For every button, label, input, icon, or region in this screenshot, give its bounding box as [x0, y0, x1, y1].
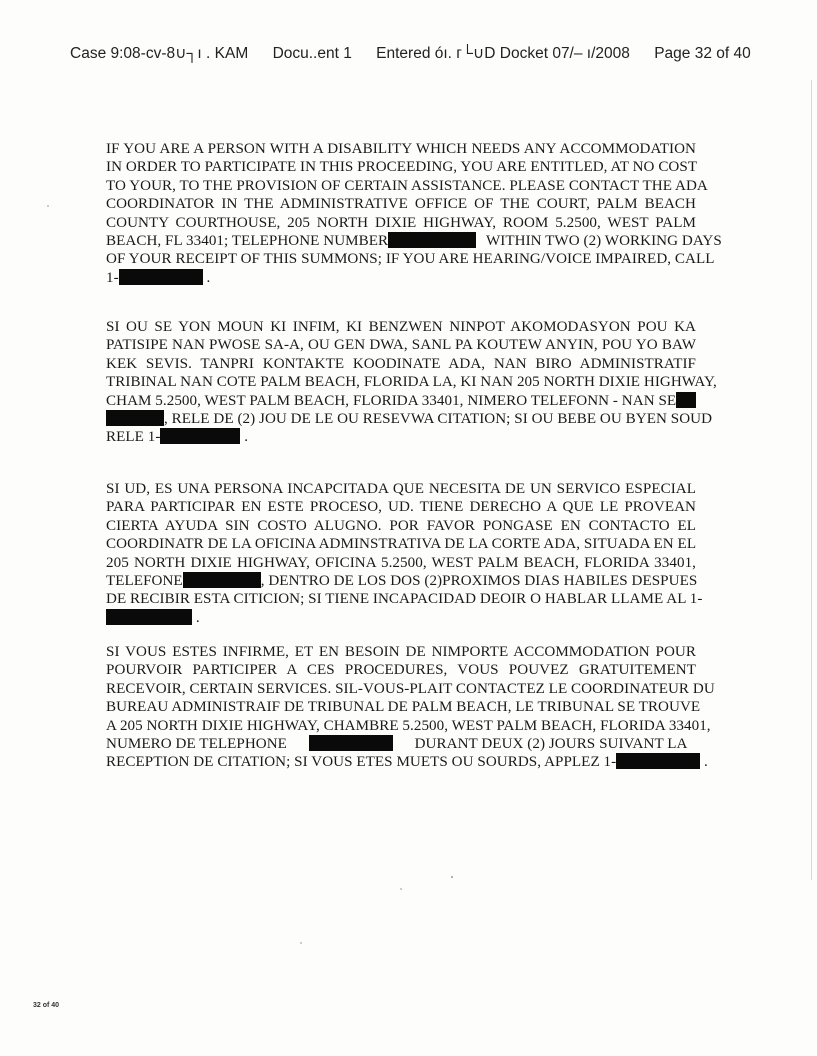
footer-page-label: 32 of 40	[33, 1002, 60, 1009]
text-line	[106, 410, 713, 428]
text-line: COUNTY COURTHOUSE, 205 NORTH DIXIE HIGHWAY, ROOM 5.2500, WEST PALM	[106, 214, 696, 231]
text-line: POURVOIR PARTICIPER A CES PROCEDURES, VOUS POUVEZ GRATUITEMENT	[106, 662, 696, 679]
text-line	[106, 428, 696, 446]
document-header	[70, 44, 760, 63]
text-segment: .	[704, 754, 708, 771]
redaction-box	[183, 572, 261, 588]
text-line: RECEVOIR, CERTAIN SERVICES. SIL-VOUS-PLAIT CONTACTEZ LE COORDINATEUR DU	[106, 680, 715, 697]
text-line: CIERTA AYUDA SIN COSTO ALUGNO. POR FAVOR PONGASE EN CONTACTO EL	[106, 517, 696, 534]
redaction-box	[676, 392, 696, 408]
text-segment: 1-	[106, 269, 119, 286]
text-line	[106, 392, 696, 410]
text-segment: .	[206, 269, 211, 286]
text-line: SI OU SE YON MOUN KI INFIM, KI BENZWEN NINPOT AKOMODASYON POU KA	[106, 319, 696, 335]
scan-speck	[400, 888, 402, 890]
document-number: Docu..ent 1	[272, 45, 352, 62]
text-line	[106, 609, 696, 627]
text-line: IN ORDER TO PARTICIPATE IN THIS PROCEEDING, YOU ARE ENTITLED, AT NO COST	[106, 159, 698, 176]
text-segment: , RELE DE (2) JOU DE LE OU RESEVWA CITATION; SI OU BEBE OU BYEN SOUD	[164, 410, 713, 427]
text-line: KEK SEVIS. TANPRI KONTAKTE KOODINATE ADA, NAN BIRO ADMINISTRATIF	[106, 355, 696, 372]
scan-speck	[451, 876, 453, 878]
text-line: SI UD, ES UNA PERSONA INCAPCITADA QUE NECESITA DE UN SERVICO ESPECIAL	[106, 481, 696, 497]
text-segment: DURANT DEUX (2) JOURS SUIVANT LA	[414, 735, 688, 752]
text-line: IF YOU ARE A PERSON WITH A DISABILITY WHICH NEEDS ANY ACCOMMODATION	[106, 141, 696, 157]
text-segment: RELE 1-	[106, 429, 161, 446]
text-segment: RECEPTION DE CITATION; SI VOUS ETES MUETS OU SOURDS, APPLEZ 1-	[106, 754, 617, 771]
entered-docket: Entered óı. г└∪D Docket 07/– ı/2008	[376, 45, 630, 62]
text-line	[106, 572, 696, 590]
text-line	[106, 735, 696, 753]
text-segment: TELEFONE	[106, 572, 183, 589]
text-line: TO YOUR, TO THE PROVISION OF CERTAIN ASSISTANCE. PLEASE CONTACT THE ADA	[106, 177, 708, 194]
text-line: 205 NORTH DIXIE HIGHWAY, OFICINA 5.2500, WEST PALM BEACH, FLORIDA 33401,	[106, 554, 696, 571]
scan-edge-line	[811, 80, 812, 880]
text-line	[106, 269, 696, 287]
redaction-box	[388, 232, 476, 248]
text-line: DE RECIBIR ESTA CITICION; SI TIENE INCAPACIDAD DEOIR O HABLAR LLAME AL 1-	[106, 591, 703, 608]
redaction-box	[616, 753, 700, 769]
text-segment: WITHIN TWO (2) WORKING DAYS	[485, 232, 722, 249]
scan-speck	[300, 942, 302, 944]
scan-speck	[47, 205, 49, 207]
text-line: PARA PARTICIPAR EN ESTE PROCESO, UD. TIENE DERECHO A QUE LE PROVEAN	[106, 499, 696, 516]
text-line: TRIBINAL NAN COTE PALM BEACH, FLORIDA LA, KI NAN 205 NORTH DIXIE HIGHWAY,	[106, 374, 717, 391]
case-number: Case 9:08-cv-8∪┐ı . ΚAM	[70, 45, 249, 62]
text-line: PATISIPE NAN PWOSE SA-A, OU GEN DWA, SANL PA KOUTEW ANYIN, POU YO BAW	[106, 337, 696, 354]
paragraph-creole	[106, 318, 717, 447]
text-line: COORDINATOR IN THE ADMINISTRATIVE OFFICE OF THE COURT, PALM BEACH	[106, 196, 696, 213]
paragraph-english	[106, 140, 722, 287]
text-line	[106, 753, 708, 771]
paragraph-french	[106, 643, 715, 772]
text-line: OF YOUR RECEIPT OF THIS SUMMONS; IF YOU ARE HEARING/VOICE IMPAIRED, CALL	[106, 251, 715, 268]
paragraph-spanish	[106, 480, 703, 627]
redaction-box	[119, 269, 203, 285]
page-number: Page 32 of 40	[654, 45, 751, 62]
redaction-box	[309, 735, 393, 751]
text-segment: CHAM 5.2500, WEST PALM BEACH, FLORIDA 33401, NIMERO TELEFONN - NAN SE	[106, 392, 677, 409]
text-segment: .	[195, 609, 200, 626]
text-line: COORDINATR DE LA OFICINA ADMINSTRATIVA DE LA CORTE ADA, SITUADA EN EL	[106, 536, 697, 553]
text-line	[106, 232, 722, 250]
text-segment: NUMERO DE TELEPHONE	[106, 735, 287, 752]
text-line: SI VOUS ESTES INFIRME, ET EN BESOIN DE NIMPORTE ACCOMMODATION POUR	[106, 644, 696, 660]
text-line: BUREAU ADMINISTRAIF DE TRIBUNAL DE PALM BEACH, LE TRIBUNAL SE TROUVE	[106, 699, 701, 716]
text-segment: .	[244, 429, 249, 446]
text-segment: BEACH, FL 33401; TELEPHONE NUMBER	[106, 232, 389, 249]
redaction-box	[106, 609, 192, 625]
redaction-box	[160, 428, 240, 444]
redaction-box	[106, 410, 164, 426]
text-segment: , DENTRO DE LOS DOS (2)PROXIMOS DIAS HABILES DESPUES	[260, 572, 698, 589]
text-line: A 205 NORTH DIXIE HIGHWAY, CHAMBRE 5.2500, WEST PALM BEACH, FLORIDA 33401,	[106, 717, 711, 734]
